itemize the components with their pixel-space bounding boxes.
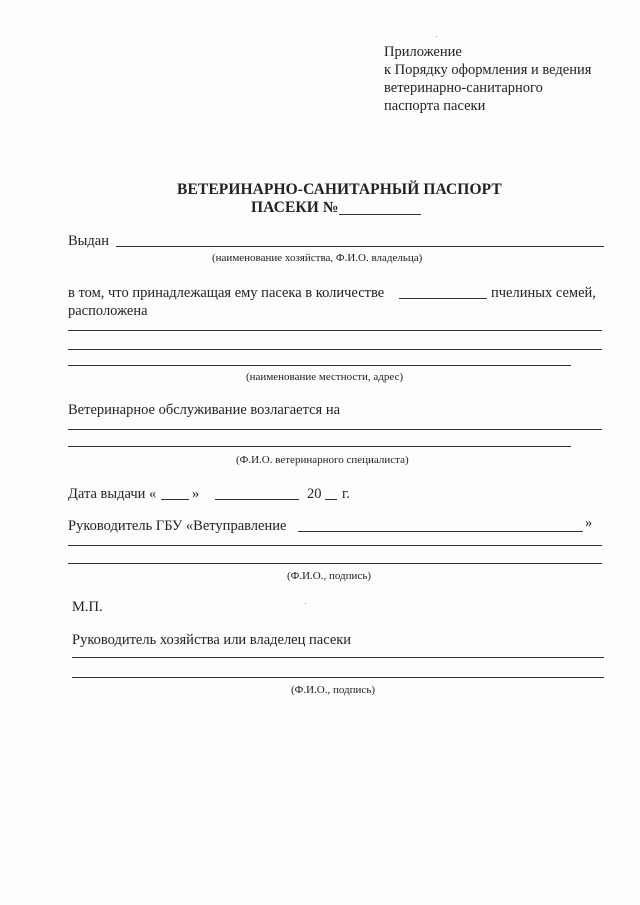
scan-speck: [305, 603, 306, 604]
apiary-text-end: пчелиных семей,: [491, 285, 596, 301]
location-field-line-2[interactable]: [68, 349, 602, 350]
scan-speck: [436, 36, 437, 37]
head-gbu-signature-line-2[interactable]: [68, 563, 602, 564]
passport-number-field[interactable]: [339, 214, 421, 215]
vet-specialist-field-line-2[interactable]: [68, 446, 571, 447]
issued-label: Выдан: [68, 233, 109, 249]
issue-month-field[interactable]: [215, 499, 299, 500]
gbu-name-field[interactable]: [298, 531, 583, 532]
owner-caption: (Ф.И.О., подпись): [291, 684, 375, 696]
issued-caption: (наименование хозяйства, Ф.И.О. владельца): [212, 252, 423, 264]
location-caption: (наименование местности, адрес): [246, 371, 404, 383]
apiary-text-start: в том, что принадлежащая ему пасека в количестве: [68, 285, 385, 301]
issue-year-suffix: г.: [342, 486, 350, 502]
owner-signature-line-1[interactable]: [72, 657, 604, 658]
issued-to-field[interactable]: [116, 246, 604, 247]
location-field-line-1[interactable]: [68, 330, 602, 331]
head-gbu-caption: (Ф.И.О., подпись): [287, 570, 371, 582]
head-gbu-label: Руководитель ГБУ «Ветуправление: [68, 518, 287, 534]
head-gbu-quote-close: »: [585, 515, 593, 531]
vet-specialist-caption: (Ф.И.О. ветеринарного специалиста): [236, 454, 409, 466]
vet-specialist-field-line-1[interactable]: [68, 429, 602, 430]
head-gbu-signature-line-1[interactable]: [68, 545, 602, 546]
appendix-line-2: к Порядку оформления и ведения: [384, 62, 592, 78]
document-title: ВЕТЕРИНАРНО-САНИТАРНЫЙ ПАСПОРТ: [177, 181, 502, 198]
appendix-line-4: паспорта пасеки: [384, 98, 486, 114]
bee-colonies-count-field[interactable]: [399, 298, 487, 299]
document-title-number-label: ПАСЕКИ №: [251, 199, 339, 216]
appendix-line-1: Приложение: [384, 44, 462, 60]
location-field-line-3[interactable]: [68, 365, 571, 366]
vet-service-label: Ветеринарное обслуживание возлагается на: [68, 402, 341, 418]
owner-signature-line-2[interactable]: [72, 677, 604, 678]
appendix-line-3: ветеринарно-санитарного: [384, 80, 543, 96]
issue-year-prefix: 20: [307, 486, 322, 502]
issue-day-field[interactable]: [161, 499, 189, 500]
apiary-located-label: расположена: [68, 303, 148, 319]
owner-label: Руководитель хозяйства или владелец пасеки: [72, 632, 352, 648]
issue-date-label: Дата выдачи «: [68, 486, 157, 502]
seal-label: М.П.: [72, 599, 103, 615]
issue-date-quote-close: »: [192, 486, 200, 502]
issue-year-field[interactable]: [325, 499, 337, 500]
